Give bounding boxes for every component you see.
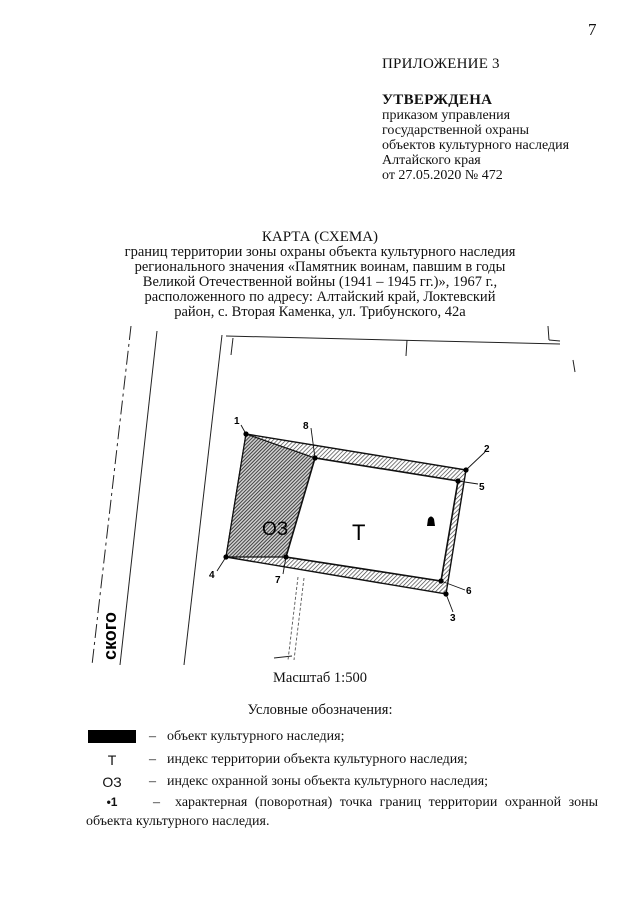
legend-text: индекс территории объекта культурного наследия;: [167, 752, 468, 768]
vertex-point-3: [443, 591, 448, 596]
legend-item: [86, 751, 606, 769]
street-name-label: ского: [100, 611, 120, 660]
legend-text: объект культурного наследия;: [167, 729, 345, 745]
order-line: объектов культурного наследия: [382, 138, 570, 153]
approved-label: УТВЕРЖДЕНА: [382, 92, 493, 108]
vertex-point-5: [455, 478, 460, 483]
map-scale: Масштаб 1:500: [273, 670, 367, 686]
legend-dash: –: [149, 729, 156, 745]
point-number-2: 2: [484, 444, 490, 455]
vertex-point-6: [438, 578, 443, 583]
zone-label: ОЗ: [262, 519, 289, 540]
order-line: государственной охраны: [382, 123, 530, 138]
title-line: регионального значения «Памятник воинам, павшим в годы: [134, 259, 506, 275]
title-line: район, с. Вторая Каменка, ул. Трибунского, 42а: [174, 304, 466, 320]
vertex-point-1: [243, 431, 248, 436]
vertex-point-2: [463, 467, 468, 472]
order-block: [382, 108, 569, 183]
access-path: [288, 577, 304, 660]
title-line: Великой Отечественной войны (1941 – 1945 гг.)», 1967 г.,: [142, 274, 498, 290]
vertex-point-7: [283, 554, 288, 559]
order-line: приказом управления: [382, 108, 511, 123]
point-number-5: 5: [479, 482, 485, 493]
legend-symbol-point: •1: [106, 795, 118, 810]
order-line: от 27.05.2020 № 472: [382, 168, 503, 183]
site-map: [0, 312, 640, 667]
vertex-point-8: [312, 455, 317, 460]
title-line: границ территории зоны охраны объекта культурного наследия: [124, 244, 516, 260]
point-number-4: 4: [209, 570, 215, 581]
legend-symbol-territory: Т: [107, 752, 117, 768]
territory-label: Т: [352, 520, 366, 545]
legend-text: характерная (поворотная) точка границ территории охранной зоны объекта культурного наследия.: [86, 795, 599, 830]
legend-symbol-heritage: [86, 728, 138, 746]
point-number-3: 3: [450, 613, 456, 624]
appendix-label: ПРИЛОЖЕНИЕ 3: [382, 56, 500, 72]
document-title: [0, 230, 640, 320]
legend-dash: –: [153, 795, 160, 810]
page-number: 7: [588, 20, 597, 39]
point-number-1: 1: [234, 416, 240, 427]
legend-title: Условные обозначения:: [247, 702, 393, 718]
order-line: Алтайского края: [382, 153, 481, 168]
legend-dash: –: [149, 752, 156, 768]
legend-item: [86, 793, 598, 831]
black-fill-swatch: [88, 730, 136, 743]
legend-item: [86, 728, 606, 746]
vertex-point-4: [223, 554, 228, 559]
point-number-7: 7: [275, 575, 281, 586]
point-number-8: 8: [303, 421, 309, 432]
legend-symbol-zone: ОЗ: [102, 774, 122, 790]
legend-text: индекс охранной зоны объекта культурного наследия;: [167, 774, 489, 790]
title-line: расположенного по адресу: Алтайский край, Локтевский: [144, 289, 496, 305]
legend-item: [86, 773, 606, 791]
title-line: КАРТА (СХЕМА): [261, 229, 379, 245]
point-number-6: 6: [466, 586, 472, 597]
legend-dash: –: [149, 774, 156, 790]
